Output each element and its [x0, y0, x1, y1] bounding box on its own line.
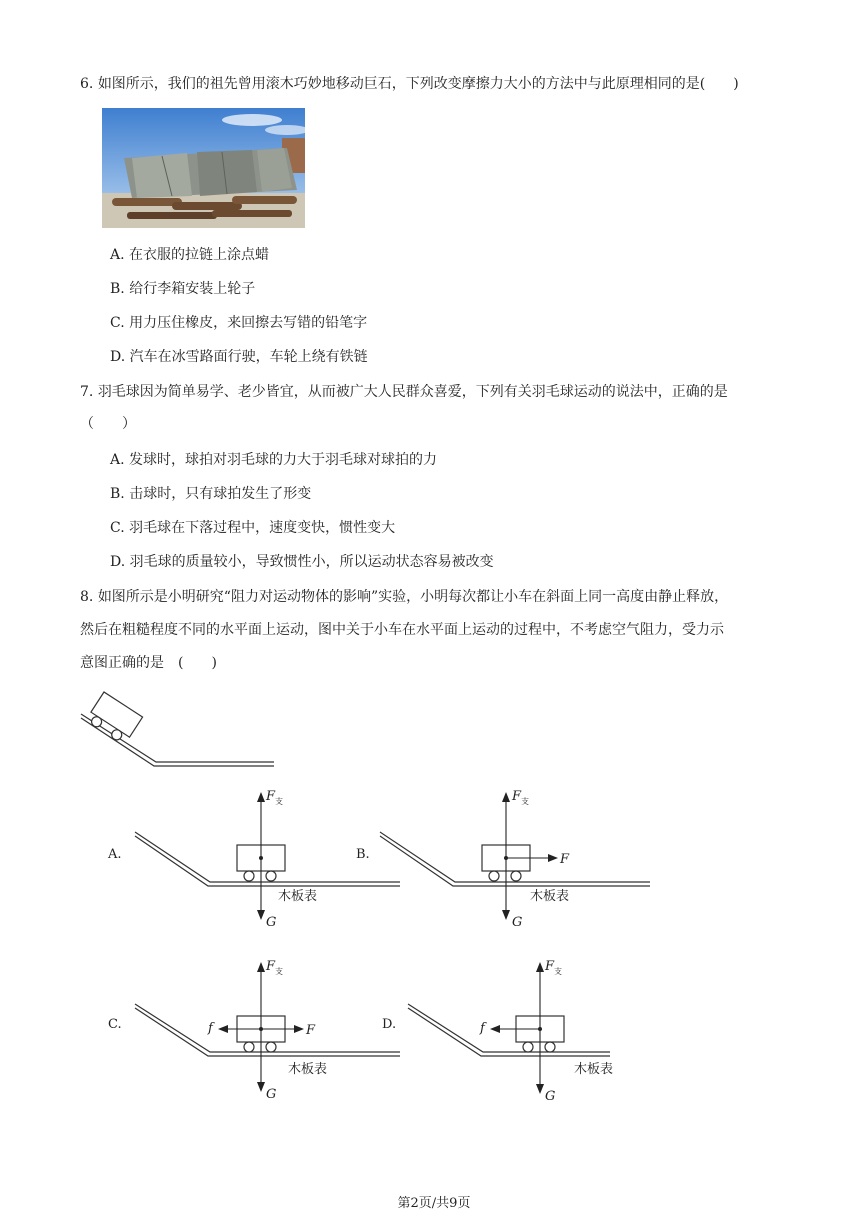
svg-text:F: F [266, 789, 276, 804]
svg-text:F: F [560, 852, 570, 867]
q6-stem: 6. 如图所示，我们的祖先曾用滚木巧妙地移动巨石，下列改变摩擦力大小的方法中与此原理相同的是( ) [80, 76, 739, 92]
option-a-label: A. [108, 847, 122, 862]
boulder-photo-illustration [102, 108, 305, 228]
svg-text:支: 支 [521, 797, 529, 806]
svg-text:木板表: 木板表 [574, 1062, 614, 1077]
q7-stem-cont: （ ） [80, 416, 136, 432]
svg-text:F: F [545, 959, 555, 974]
q8-stem: 8. 如图所示是小明研究“阻力对运动物体的影响”实验，小明每次都让小车在斜面上同一高度由静止释放， [80, 589, 729, 605]
option-b-diagram [350, 782, 650, 932]
svg-text:木板表: 木板表 [288, 1062, 328, 1077]
svg-text:G: G [266, 915, 277, 930]
q7-option-d: D. 羽毛球的质量较小，导致惯性小，所以运动状态容易被改变 [110, 554, 494, 570]
setup-ramp-diagram [76, 682, 286, 772]
svg-text:木板表: 木板表 [278, 889, 318, 904]
q7-option-a: A. 发球时，球拍对羽毛球的力大于羽毛球对球拍的力 [110, 452, 438, 468]
q7-option-c: C. 羽毛球在下落过程中，速度变快，惯性变大 [110, 520, 396, 536]
svg-text:木板表: 木板表 [530, 889, 570, 904]
q6-option-c: C. 用力压住橡皮，来回擦去写错的铅笔字 [110, 315, 368, 331]
page-footer: 第2页/共9页 [397, 1196, 471, 1211]
cart-on-slope [85, 692, 142, 746]
option-c-label: C. [108, 1017, 122, 1032]
option-c-diagram [100, 952, 400, 1107]
svg-text:支: 支 [554, 967, 562, 976]
option-d-diagram [378, 952, 678, 1107]
q7-stem: 7. 羽毛球因为简单易学、老少皆宜，从而被广大人民群众喜爱，下列有关羽毛球运动的说法中，正确的是 [80, 384, 728, 400]
svg-text:F: F [266, 959, 276, 974]
svg-text:F: F [512, 789, 522, 804]
q6-option-a: A. 在衣服的拉链上涂点蜡 [110, 247, 270, 263]
svg-text:f: f [480, 1021, 485, 1036]
option-b-label: B. [356, 847, 370, 862]
svg-text:支: 支 [275, 797, 283, 806]
q8-stem-line3: 意图正确的是 ( ) [80, 655, 217, 671]
boulder-rollers-photo [102, 108, 305, 228]
svg-text:G: G [545, 1089, 556, 1104]
svg-text:G: G [266, 1087, 277, 1102]
svg-text:f: f [208, 1021, 213, 1036]
svg-text:F: F [306, 1023, 316, 1038]
q7-option-b: B. 击球时，只有球拍发生了形变 [110, 486, 312, 502]
ramp-line-bottom [81, 718, 274, 766]
svg-text:支: 支 [275, 967, 283, 976]
q8-stem-line2: 然后在粗糙程度不同的水平面上运动，图中关于小车在水平面上运动的过程中，不考虑空气阻力，受力示 [80, 622, 724, 638]
svg-text:G: G [512, 915, 523, 930]
q6-option-b: B. 给行李箱安装上轮子 [110, 281, 256, 297]
q6-option-d: D. 汽车在冰雪路面行驶，车轮上绕有铁链 [110, 349, 368, 365]
option-d-label: D. [382, 1017, 397, 1032]
